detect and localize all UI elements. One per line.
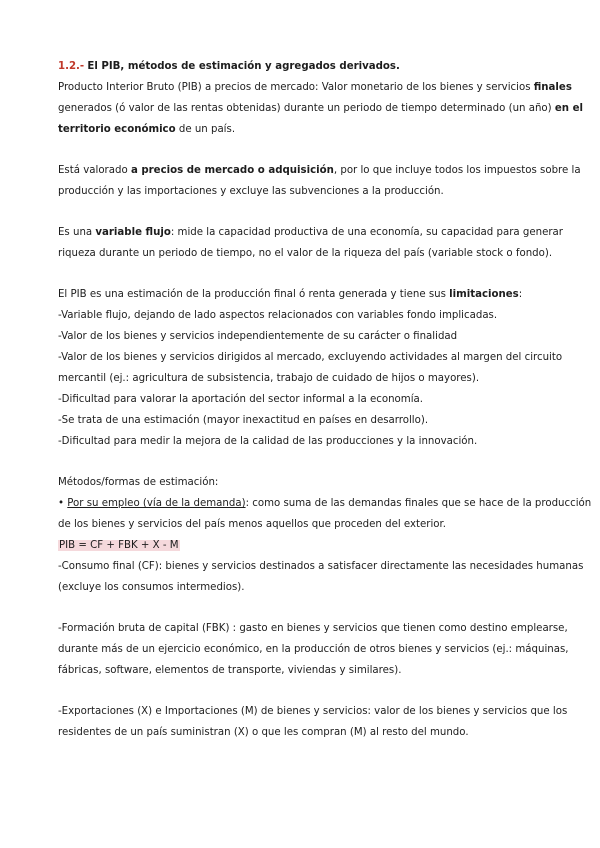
paragraph-fbk <box>58 618 569 681</box>
text: El PIB es una estimación de la producción final ó renta generada y tiene sus <box>58 289 450 300</box>
list-item: -Dificultad para valorar la aportación del sector informal a la economía. <box>58 394 424 405</box>
paragraph-pib-definition <box>58 77 583 140</box>
list-item: mercantil (ej.: agricultura de subsistencia, trabajo de cuidado de hijos o mayores). <box>58 373 480 384</box>
pib-formula: PIB = CF + FBK + X - M <box>59 540 179 551</box>
bold-text: a precios de mercado o adquisición <box>130 165 334 176</box>
list-item: -Dificultad para medir la mejora de la calidad de las producciones y la innovación. <box>58 436 478 447</box>
text-line: de los bienes y servicios del país menos aquellos que proceden del exterior. <box>58 519 447 530</box>
bold-text: en el <box>554 103 583 114</box>
bold-text: limitaciones <box>449 289 519 300</box>
text-line: riqueza durante un periodo de tiempo, no el valor de la riqueza del país (variable stock o fondo). <box>58 248 553 259</box>
section-heading <box>58 56 550 77</box>
text: : <box>518 289 523 300</box>
text: , por lo que incluye todos los impuestos sobre la <box>333 165 581 176</box>
paragraph-flow-variable <box>58 222 563 264</box>
text: generados (ó valor de las rentas obtenidas) durante un periodo de tiempo determinado (un año) <box>58 103 555 114</box>
text: Está valorado <box>58 165 131 176</box>
text-line: durante más de un ejercicio económico, en la producción de otros bienes y servicios (ej.: máquinas, <box>58 644 569 655</box>
methods-title: Métodos/formas de estimación: <box>58 477 219 488</box>
paragraph-exports-imports <box>58 701 568 743</box>
text-line: producción y las importaciones y excluye las subvenciones a la producción. <box>58 186 444 197</box>
list-item: -Valor de los bienes y servicios independientemente de su carácter o finalidad <box>58 331 458 342</box>
bold-text: finales <box>533 82 572 93</box>
text-line: (excluye los consumos intermedios). <box>58 582 245 593</box>
list-item: -Variable flujo, dejando de lado aspectos relacionados con variables fondo implicadas. <box>58 310 498 321</box>
section-number: 1.2.- <box>58 61 85 72</box>
text-line: -Consumo final (CF): bienes y servicios destinados a satisfacer directamente las necesidades humanas <box>58 561 584 572</box>
text-line: residentes de un país suministran (X) o que les compran (M) al resto del mundo. <box>58 727 469 738</box>
list-item: -Valor de los bienes y servicios dirigidos al mercado, excluyendo actividades al margen del circuito <box>58 352 563 363</box>
text: : mide la capacidad productiva de una economía, su capacidad para generar <box>170 227 563 238</box>
text-line: -Formación bruta de capital (FBK) : gasto en bienes y servicios que tienen como destino emplearse, <box>58 623 568 634</box>
underlined-text: Por su empleo (vía de la demanda) <box>67 498 246 509</box>
paragraph-limitations <box>58 284 563 452</box>
paragraph-valuation <box>58 160 581 202</box>
bullet: • <box>58 498 68 509</box>
bold-text: variable flujo <box>95 227 171 238</box>
bold-text: territorio económico <box>58 124 176 135</box>
list-item: -Se trata de una estimación (mayor inexactitud en países en desarrollo). <box>58 415 429 426</box>
text-line: fábricas, software, elementos de transporte, viviendas y similares). <box>58 665 402 676</box>
text: de un país. <box>175 124 236 135</box>
text: Es una <box>58 227 96 238</box>
text: Producto Interior Bruto (PIB) a precios de mercado: Valor monetario de los bienes y servicios <box>58 82 534 93</box>
paragraph-methods <box>58 472 592 598</box>
text-line: -Exportaciones (X) e Importaciones (M) de bienes y servicios: valor de los bienes y servicios que los <box>58 706 568 717</box>
section-title: El PIB, métodos de estimación y agregados derivados. <box>87 61 400 72</box>
text: : como suma de las demandas finales que se hace de la producción <box>245 498 592 509</box>
